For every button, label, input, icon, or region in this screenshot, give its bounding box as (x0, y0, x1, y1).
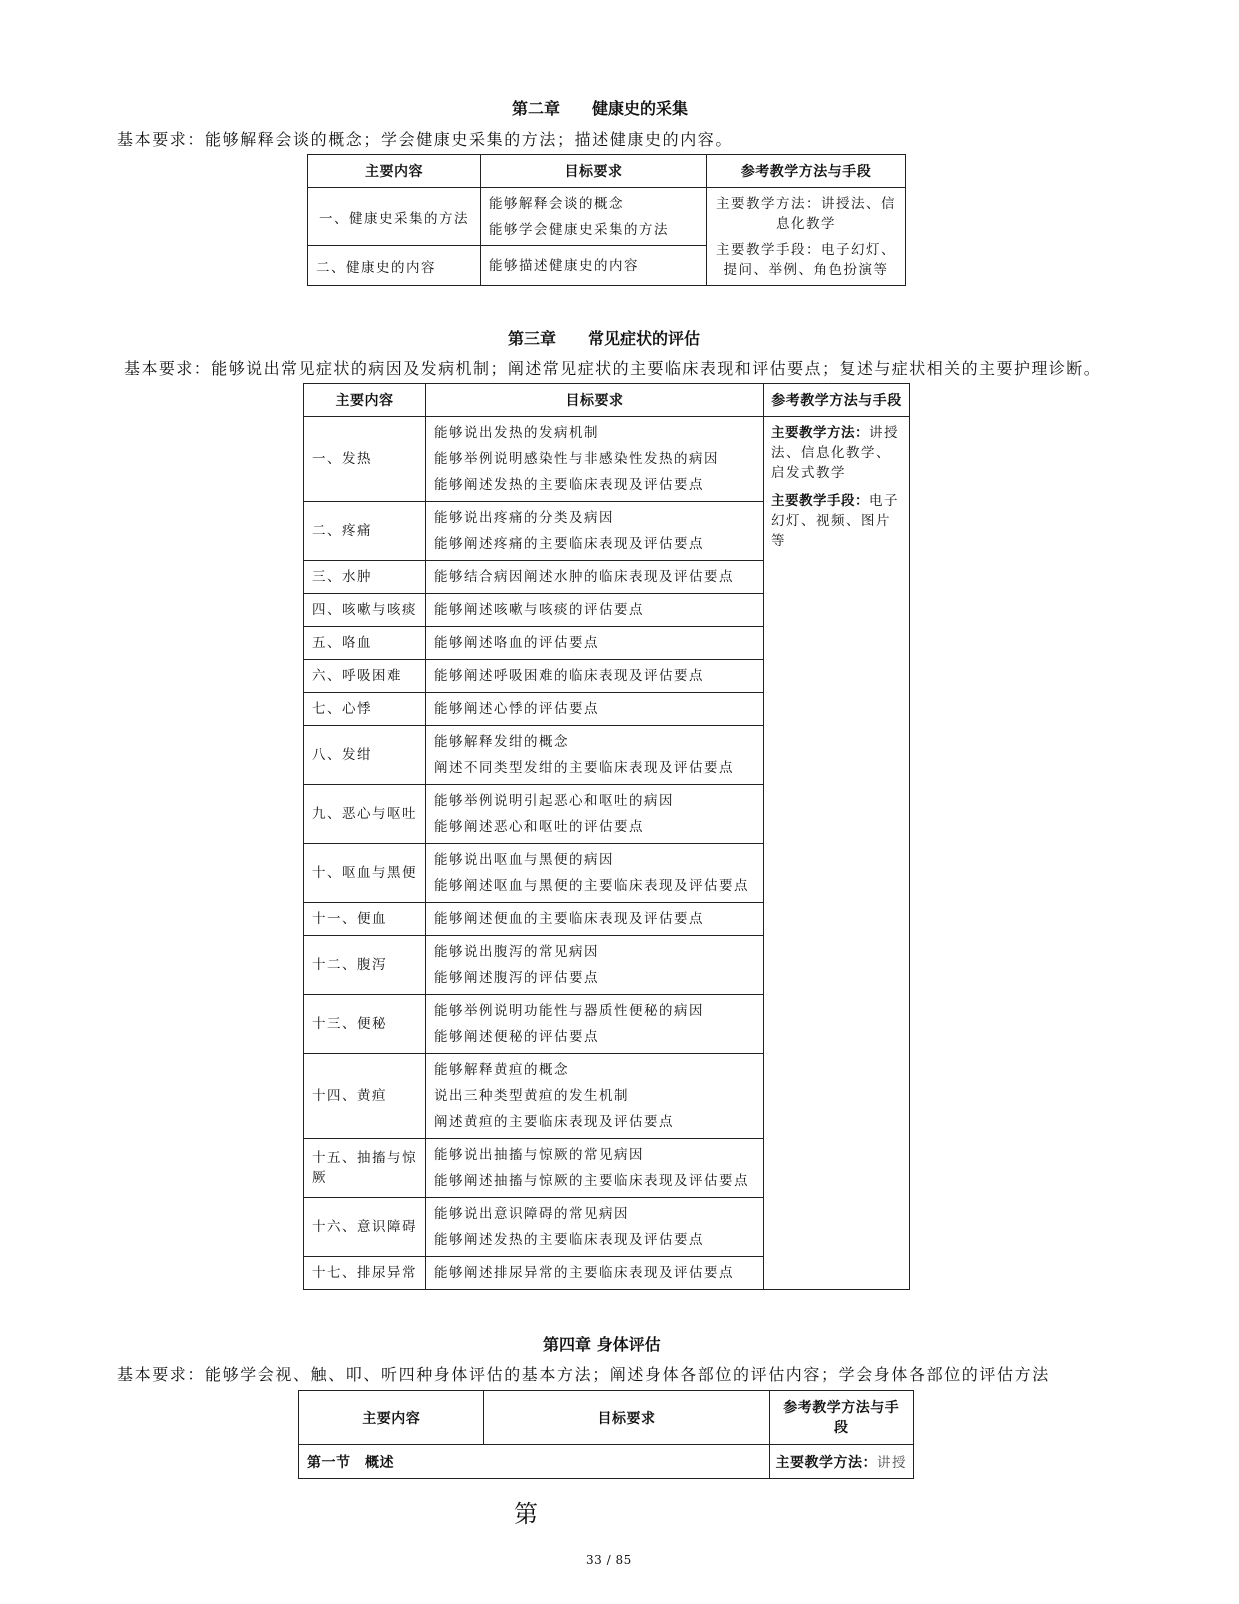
goal-line: 能够说出抽搐与惊厥的常见病因 (434, 1147, 644, 1163)
chapter2-requirement: 基本要求：能够解释会谈的概念；学会健康史采集的方法；描述健康史的内容。 (117, 130, 734, 149)
goal-line: 能够说出腹泻的常见病因 (434, 944, 599, 960)
goal-line: 说出三种类型黄疸的发生机制 (434, 1088, 629, 1104)
row-content: 十一、便血 (304, 903, 426, 936)
row-content: 八、发绀 (304, 726, 426, 785)
goal-line: 能够阐述恶心和呕吐的评估要点 (434, 819, 644, 835)
goal-line: 能够阐述发热的主要临床表现及评估要点 (434, 1232, 704, 1248)
goal-line: 能够说出疼痛的分类及病因 (434, 510, 614, 526)
goal-line: 能够阐述便秘的评估要点 (434, 1029, 599, 1045)
goal-line: 能够阐述疼痛的主要临床表现及评估要点 (434, 536, 704, 552)
ch4-method-label: 主要教学方法： (775, 1455, 877, 1471)
row-goals (426, 1257, 764, 1290)
means-text: 电子幻灯、视频、图片等 (771, 493, 899, 549)
row-goals (426, 995, 764, 1054)
goal-line: 能够阐述心悸的评估要点 (434, 701, 599, 717)
goal-line: 能够阐述咯血的评估要点 (434, 635, 599, 651)
goal-line: 能够阐述呕血与黑便的主要临床表现及评估要点 (434, 878, 749, 894)
method-text: 讲授法、信息化教学、启发式教学 (771, 425, 899, 481)
goal-line: 能够阐述呼吸困难的临床表现及评估要点 (434, 668, 704, 684)
row-content: 二、疼痛 (304, 502, 426, 561)
ch2-header-goals: 目标要求 (481, 155, 707, 188)
ch2-means-text: 主要教学手段：电子幻灯、提问、举例、角色扮演等 (716, 241, 896, 278)
row-goals (426, 903, 764, 936)
row-content: 三、水肿 (304, 561, 426, 594)
goal-line: 阐述不同类型发绀的主要临床表现及评估要点 (434, 760, 734, 776)
row-goals (426, 785, 764, 844)
goal-line: 阐述黄疸的主要临床表现及评估要点 (434, 1114, 674, 1130)
chapter3-table (303, 383, 910, 1290)
goal-line: 能够举例说明引起恶心和呕吐的病因 (434, 793, 674, 809)
chapter3-title: 第三章 常见症状的评估 (508, 329, 701, 348)
row-content: 十、呕血与黑便 (304, 844, 426, 903)
ch4-header-content: 主要内容 (299, 1391, 484, 1445)
row-goals (426, 1198, 764, 1257)
row-goals (426, 726, 764, 785)
row-content: 六、呼吸困难 (304, 660, 426, 693)
ch2-row2-goals (481, 246, 707, 286)
row-goals (426, 417, 764, 502)
row-content: 十五、抽搐与惊厥 (304, 1139, 426, 1198)
chapter2-title: 第二章 健康史的采集 (512, 99, 689, 118)
ch4-header-goals: 目标要求 (484, 1391, 769, 1445)
row-content: 十六、意识障碍 (304, 1198, 426, 1257)
ch4-method-cell (769, 1445, 914, 1479)
goal-line: 能够解释黄疸的概念 (434, 1062, 569, 1078)
goal-line: 能够举例说明功能性与器质性便秘的病因 (434, 1003, 704, 1019)
row-goals (426, 1054, 764, 1139)
ch4-section-title: 第一节 概述 (299, 1445, 770, 1479)
ch4-method-text: 讲授 (877, 1455, 907, 1471)
ch2-row1-content: 一、健康史采集的方法 (308, 188, 481, 246)
row-content: 十七、排尿异常 (304, 1257, 426, 1290)
goal-line: 能够阐述便血的主要临床表现及评估要点 (434, 911, 704, 927)
row-content: 十四、黄疸 (304, 1054, 426, 1139)
ch2-method-text: 主要教学方法：讲授法、信息化教学 (716, 195, 896, 232)
goal-line: 能够举例说明感染性与非感染性发热的病因 (434, 451, 719, 467)
chapter4-requirement: 基本要求：能够学会视、触、叩、听四种身体评估的基本方法；阐述身体各部位的评估内容；学会身体各部位的评估方法 (117, 1365, 1050, 1384)
method-label: 主要教学方法： (771, 425, 869, 441)
goal-line: 能够阐述排尿异常的主要临床表现及评估要点 (434, 1265, 734, 1281)
row-content: 十二、腹泻 (304, 936, 426, 995)
goal-line: 能够说出呕血与黑便的病因 (434, 852, 614, 868)
row-goals (426, 561, 764, 594)
ch2-header-methods: 参考教学方法与手段 (707, 155, 906, 188)
goal-line: 能够说出发热的发病机制 (434, 425, 599, 441)
goal-line: 能够阐述发热的主要临床表现及评估要点 (434, 477, 704, 493)
ch2-row1-goals (481, 188, 707, 246)
row-goals (426, 660, 764, 693)
ch2-methods-cell (707, 188, 906, 286)
ch3-header-col2: 参考教学方法与手段 (764, 384, 910, 417)
row-content: 七、心悸 (304, 693, 426, 726)
large-heading-char: 第 (514, 1500, 538, 1528)
goal-line: 能够描述健康史的内容 (489, 257, 639, 274)
row-content: 十三、便秘 (304, 995, 426, 1054)
goal-line: 能够学会健康史采集的方法 (489, 221, 669, 238)
row-goals (426, 594, 764, 627)
page-number: 33 / 85 (586, 1553, 632, 1567)
goal-line: 能够阐述腹泻的评估要点 (434, 970, 599, 986)
chapter4-title: 第四章 身体评估 (543, 1335, 661, 1354)
ch3-header-col1: 目标要求 (426, 384, 764, 417)
row-content: 一、发热 (304, 417, 426, 502)
goal-line: 能够解释发绀的概念 (434, 734, 569, 750)
chapter4-table (298, 1390, 914, 1479)
goal-line: 能够解释会谈的概念 (489, 195, 624, 212)
ch3-header-col0: 主要内容 (304, 384, 426, 417)
row-goals (426, 502, 764, 561)
row-goals (426, 844, 764, 903)
ch3-methods-cell (764, 417, 910, 1290)
row-content: 五、咯血 (304, 627, 426, 660)
chapter3-requirement: 基本要求：能够说出常见症状的病因及发病机制；阐述常见症状的主要临床表现和评估要点；复述与症状相关的主要护理诊断。 (124, 359, 1102, 378)
ch2-header-content: 主要内容 (308, 155, 481, 188)
row-content: 四、咳嗽与咳痰 (304, 594, 426, 627)
row-goals (426, 1139, 764, 1198)
ch2-row2-content: 二、健康史的内容 (308, 246, 481, 286)
goal-line: 能够阐述咳嗽与咳痰的评估要点 (434, 602, 644, 618)
goal-line: 能够说出意识障碍的常见病因 (434, 1206, 629, 1222)
row-content: 九、恶心与呕吐 (304, 785, 426, 844)
goal-line: 能够结合病因阐述水肿的临床表现及评估要点 (434, 569, 734, 585)
row-goals (426, 627, 764, 660)
chapter2-table (307, 154, 906, 286)
means-label: 主要教学手段： (771, 493, 869, 509)
goal-line: 能够阐述抽搐与惊厥的主要临床表现及评估要点 (434, 1173, 749, 1189)
ch4-header-methods: 参考教学方法与手段 (769, 1391, 914, 1445)
row-goals (426, 936, 764, 995)
row-goals (426, 693, 764, 726)
table-row (304, 417, 910, 502)
